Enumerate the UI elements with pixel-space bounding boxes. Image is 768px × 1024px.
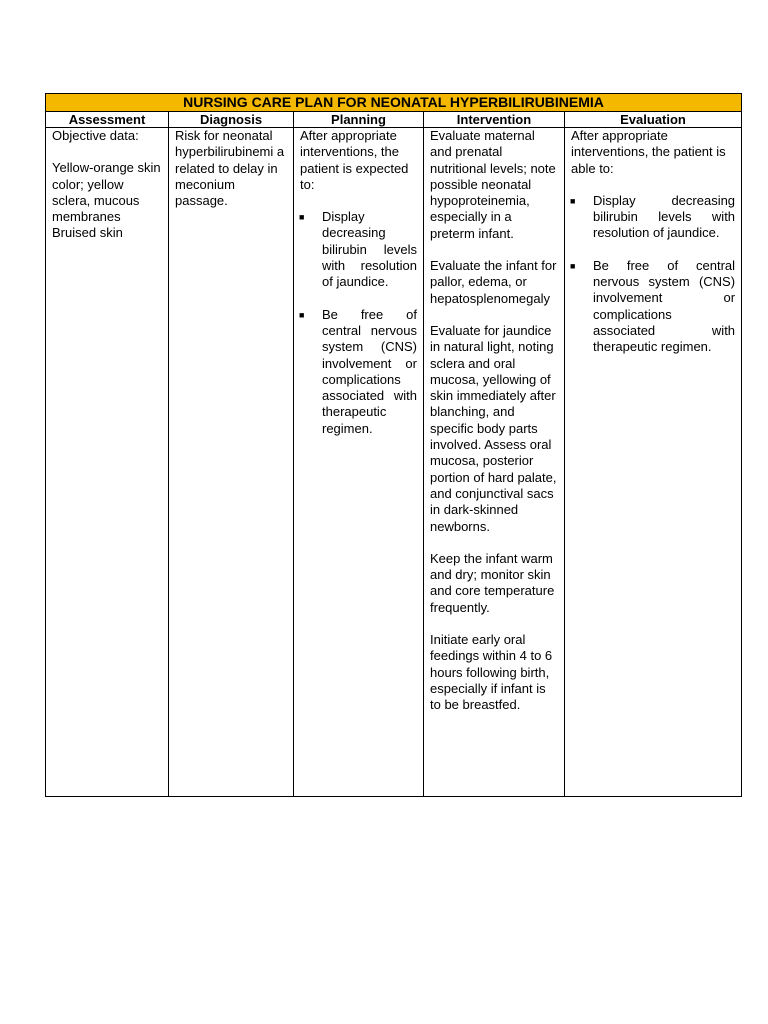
square-bullet-icon: ■ (299, 309, 305, 320)
diagnosis-cell (169, 128, 294, 797)
evaluation-intro: After appropriate interventions, the patient is able to: (571, 128, 726, 176)
title-row (46, 94, 742, 112)
header-evaluation: Evaluation (565, 112, 742, 128)
evaluation-cell (565, 128, 742, 797)
diagnosis-text: Risk for neonatal hyperbilirubinemi a related to delay in meconium passage. (175, 128, 285, 209)
header-intervention: Intervention (424, 112, 565, 128)
intervention-item: Evaluate for jaundice in natural light, noting sclera and oral mucosa, yellowing of skin immediately after blanching, and specific body parts involved. Assess oral mucosa, posterior portion of hard palate, and conjunctival sacs in dark-skinned newborns. (430, 322, 557, 534)
intervention-item: Evaluate maternal and prenatal nutritional levels; note possible neonatal hypoproteinemia, especially in a preterm infant. (430, 128, 556, 241)
planning-item: ■ Be free of central nervous system (CNS) involvement or complications associated with therapeutic regimen. (299, 306, 417, 436)
planning-list (300, 209, 417, 437)
intervention-item: Initiate early oral feedings within 4 to 6 hours following birth, especially if infant is to be breastfed. (430, 632, 553, 713)
evaluation-list (571, 193, 735, 356)
evaluation-item: ■ Display decreasing bilirubin levels with resolution of jaundice. (570, 192, 736, 241)
planning-cell (294, 128, 424, 797)
header-planning: Planning (294, 112, 424, 128)
intervention-item: Keep the infant warm and dry; monitor skin and core temperature frequently. (430, 550, 555, 615)
intervention-cell (424, 128, 565, 797)
assessment-cell (46, 128, 169, 797)
assessment-extra: Bruised skin (52, 225, 123, 241)
square-bullet-icon: ■ (299, 212, 305, 223)
square-bullet-icon: ■ (570, 260, 576, 271)
square-bullet-icon: ■ (570, 195, 576, 206)
assessment-findings: Yellow-orange skin color; yellow sclera, mucous membranes (52, 160, 161, 225)
header-row (46, 112, 742, 128)
assessment-heading: Objective data: (52, 128, 139, 143)
header-assessment: Assessment (46, 112, 169, 128)
care-plan-table (45, 93, 742, 797)
page-title: NURSING CARE PLAN FOR NEONATAL HYPERBILIRUBINEMIA (46, 94, 742, 112)
intervention-item: Evaluate the infant for pallor, edema, or hepatosplenomegaly (430, 258, 557, 306)
content-row (46, 128, 742, 797)
header-diagnosis: Diagnosis (169, 112, 294, 128)
planning-item: ■ Display decreasing bilirubin levels with resolution of jaundice. (299, 209, 417, 290)
planning-intro: After appropriate interventions, the patient is expected to: (300, 128, 409, 192)
evaluation-item: ■ Be free of central nervous system (CNS) involvement or complications associated with therapeutic regimen. (570, 257, 736, 355)
